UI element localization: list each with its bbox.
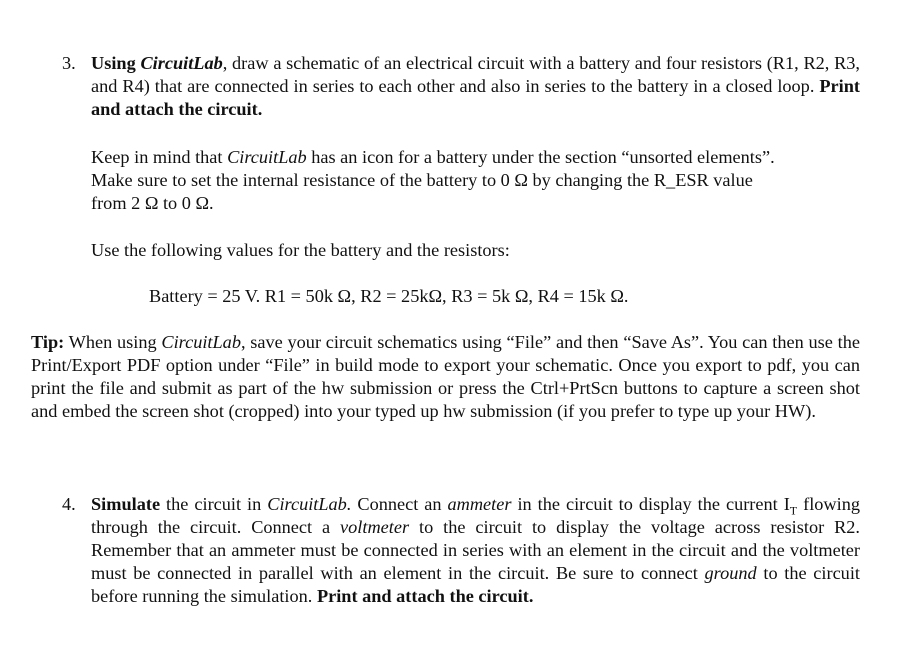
q4-text-1: the circuit in: [160, 494, 268, 514]
q4-text-5: to the circuit to display the voltage across resistor R2. Remember that an ammeter must be connected in series with an element in the circuit and the voltmeter must be connected in parallel with an element in the circuit. Be sure to connect: [91, 517, 860, 583]
q4-italic-3: voltmeter: [340, 517, 410, 537]
q4-text-6: to the circuit before running the simulation.: [91, 563, 860, 606]
question-3-values-intro: [91, 239, 860, 262]
q3-note-line-1: [91, 146, 860, 169]
question-3-number: 3.: [62, 53, 76, 73]
q3-note-italic: CircuitLab: [227, 147, 307, 167]
tip-text: [31, 331, 860, 423]
q3-note-line-3: from 2 Ω to 0 Ω.: [91, 193, 214, 213]
q4-text-4: flowing through the circuit. Connect a: [91, 494, 860, 537]
question-4-prompt: [91, 493, 860, 608]
q4-italic-4: ground: [704, 563, 757, 583]
q4-subscript: T: [789, 503, 798, 518]
q4-text-3: in the circuit to display the current I: [511, 494, 790, 514]
q3-print-attach: Print and attach the circuit.: [91, 76, 860, 119]
question-3-prompt: [91, 52, 860, 121]
q4-bold-2: Print and attach the circuit.: [316, 586, 534, 606]
question-3: [91, 52, 860, 121]
question-3-values: [149, 285, 860, 308]
q3-values-intro-text: Use the following values for the battery and the resistors:: [91, 240, 510, 260]
question-4-number: 4.: [62, 494, 76, 514]
q3-note-line-2: Make sure to set the internal resistance of the battery to 0 Ω by changing the R_ESR value: [91, 170, 753, 190]
q3-values-line: Battery = 25 V. R1 = 50k Ω, R2 = 25kΩ, R3 = 5k Ω, R4 = 15k Ω.: [149, 286, 629, 306]
tip-label: Tip:: [31, 332, 65, 352]
q4-italic-2: ammeter: [447, 494, 512, 514]
tip-text-a: When using: [64, 332, 162, 352]
question-4: [91, 493, 860, 608]
q4-italic-1: CircuitLab.: [267, 494, 352, 514]
q3-lead-bold-italic: CircuitLab: [140, 53, 223, 73]
q4-text-2: Connect an: [351, 494, 448, 514]
tip-text-b: , save your circuit schematics using “File” and then “Save As”. You can then use the Print/Export PDF option under “File” in build mode to export your schematic. Once you export to pdf, you can print the file and submit as part of the hw submission or press the Ctrl+PrtScn buttons to capture a screen shot and embed the screen shot (cropped) into your typed up hw submission (if you prefer to type up your HW).: [31, 332, 860, 421]
q3-text-1: , draw a schematic of an electrical circuit with a battery and four resistors (R1, R2, R3, and R4) that are connected in series to each other and also in series to the battery in a closed loop.: [91, 53, 860, 96]
q3-note-text-a: Keep in mind that: [91, 147, 228, 167]
tip-paragraph: [31, 331, 860, 423]
question-3-note: [91, 146, 860, 215]
q4-bold-1: Simulate: [91, 494, 161, 514]
q3-lead-bold: Using: [91, 53, 141, 73]
q3-note-text-b: has an icon for a battery under the section “unsorted elements”.: [306, 147, 775, 167]
tip-italic: CircuitLab: [161, 332, 241, 352]
